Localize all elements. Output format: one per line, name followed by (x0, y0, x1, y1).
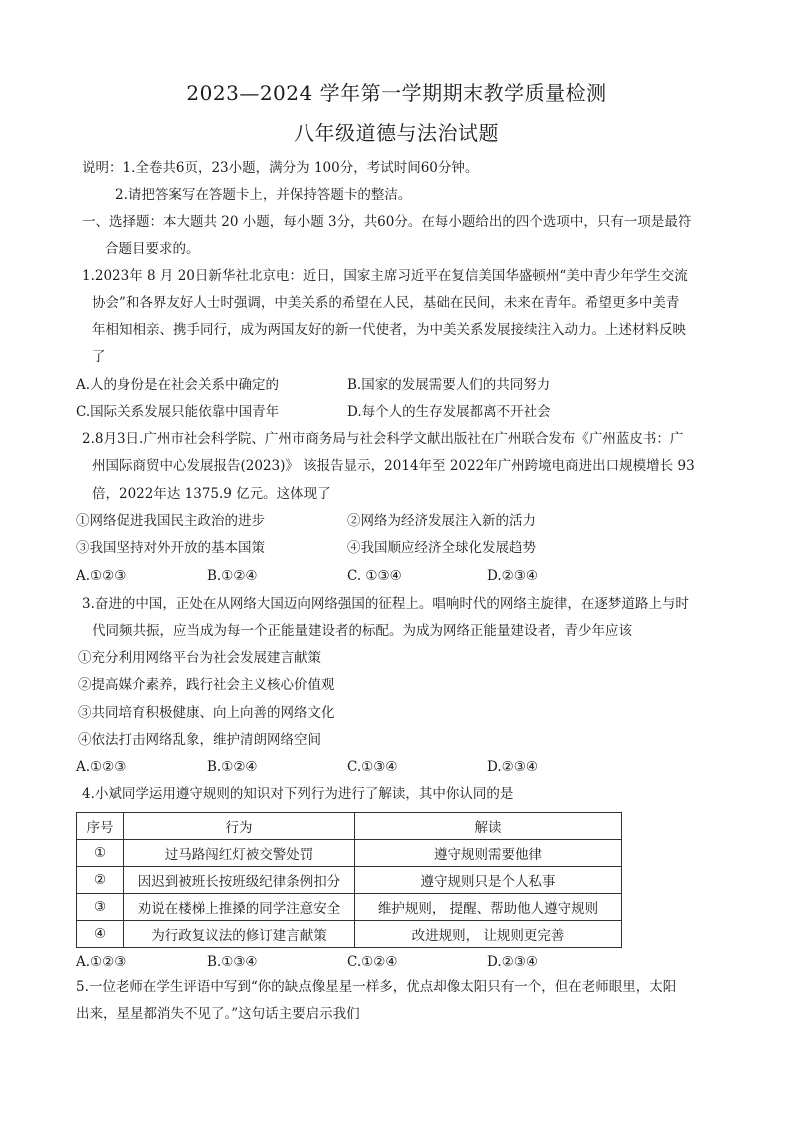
table-header-cell: 行为 (124, 813, 355, 840)
q3-item: ④依法打击网络乱象，维护清朗网络空间 (78, 732, 321, 748)
table-row (77, 840, 622, 867)
q2-option-a[interactable]: A.①②③ (76, 568, 127, 584)
table-cell: 改进规则， 让规则更完善 (355, 921, 622, 948)
q1-option-d[interactable]: D.每个人的生存发展都离不开社会 (347, 404, 551, 420)
table-cell: ④ (77, 921, 124, 948)
table-row (77, 894, 622, 921)
q4-stem-line: 4.小斌同学运用遵守规则的知识对下列行为进行了解读，其中你认同的是 (82, 786, 514, 802)
table-cell: 遵守规则需要他律 (355, 840, 622, 867)
q4-option-c[interactable]: C.①②④ (347, 954, 398, 970)
q2-item: ①网络促进我国民主政治的进步 (76, 513, 265, 529)
q2-item: ③我国坚持对外开放的基本国策 (76, 540, 265, 556)
q2-items-row (76, 511, 716, 531)
q3-stem-line: 代同频共振，应当成为每一个正能量建设者的标配。为成为网络正能量建设者，青少年应该 (92, 623, 632, 639)
q1-stem-line: 年相知相亲、携手同行，成为两国友好的新一代使者，为中美关系发展接续注入动力。上述材料反映 (92, 322, 686, 338)
table-cell: 为行政复议法的修订建言献策 (124, 921, 355, 948)
table-cell: 维护规则， 提醒、帮助他人遵守规则 (355, 894, 622, 921)
q3-option-c[interactable]: C.①③④ (347, 759, 398, 775)
q3-option-b[interactable]: B.①②④ (207, 759, 258, 775)
q2-option-d[interactable]: D.②③④ (487, 568, 538, 584)
table-cell: 劝说在楼梯上推搡的同学注意安全 (124, 894, 355, 921)
table-cell: ③ (77, 894, 124, 921)
q3-item: ①充分利用网络平台为社会发展建言献策 (78, 650, 321, 666)
q2-item: ④我国顺应经济全球化发展趋势 (347, 540, 536, 556)
table-header-row (77, 813, 622, 840)
q2-item: ②网络为经济发展注入新的活力 (347, 513, 536, 529)
q3-item: ③共同培育积极健康、向上向善的网络文化 (78, 705, 335, 721)
table-cell: 遵守规则只是个人私事 (355, 867, 622, 894)
q2-stem-line: 2.8月3日.广州市社会科学院、广州市商务局与社会科学文献出版社在广州联合发布《广州蓝皮书：广 (82, 431, 684, 447)
q1-stem-line: 1.2023年 8 月 20日新华社北京电：近日，国家主席习近平在复信美国华盛顿州“美中青少年学生交流 (82, 268, 688, 284)
q1-option-c[interactable]: C.国际关系发展只能依靠中国青年 (76, 404, 280, 420)
q3-item: ②提高媒介素养，践行社会主义核心价值观 (78, 677, 335, 693)
q1-stem-line: 了 (92, 349, 106, 365)
q3-stem-line: 3.奋进的中国，正处在从网络大国迈向网络强国的征程上。唱响时代的网络主旋律，在逐梦道路上与时 (82, 596, 689, 612)
exam-subtitle: 八年级道德与法治试题 (294, 121, 499, 145)
q3-option-d[interactable]: D.②③④ (487, 759, 538, 775)
section-heading: 一、选择题：本大题共 20 小题，每小题 3分，共60分。在每小题给出的四个选项中，只有一项是最符 (82, 214, 692, 230)
q4-option-d[interactable]: D.②③④ (487, 954, 538, 970)
table-header-cell: 序号 (77, 813, 124, 840)
q3-option-a[interactable]: A.①②③ (76, 759, 127, 775)
q4-options-row (76, 952, 716, 972)
table-cell: ② (77, 867, 124, 894)
rules-table (76, 812, 622, 948)
q2-items-row (76, 538, 716, 558)
table-cell: 过马路闯红灯被交警处罚 (124, 840, 355, 867)
table-cell: ① (77, 840, 124, 867)
q1-options-row (76, 375, 716, 395)
table-row (77, 921, 622, 948)
section-heading-cont: 合题目要求的。 (105, 241, 200, 257)
q4-option-b[interactable]: B.①③④ (207, 954, 258, 970)
instructions-line-1: 说明：1.全卷共6页，23小题，满分为 100分，考试时间60分钟。 (82, 160, 479, 176)
q5-stem-line: 5.一位老师在学生评语中写到“你的缺点像星星一样多，优点却像太阳只有一个，但在老师眼里，太阳 (76, 979, 677, 995)
q1-option-a[interactable]: A.人的身份是在社会关系中确定的 (76, 377, 280, 393)
q2-stem-line: 倍，2022年达 1375.9 亿元。这体现了 (92, 486, 331, 502)
q1-options-row (76, 402, 716, 422)
q2-stem-line: 州国际商贸中心发展报告(2023)》 该报告显示，2014年至 2022年广州跨境电商进出口规模增长 93 (92, 458, 695, 474)
table-row (77, 867, 622, 894)
q1-option-b[interactable]: B.国家的发展需要人们的共同努力 (347, 377, 551, 393)
q2-option-c[interactable]: C. ①③④ (347, 568, 402, 584)
q2-option-b[interactable]: B.①②④ (207, 568, 258, 584)
q2-options-row (76, 566, 716, 586)
instructions-line-2: 2.请把答案写在答题卡上，并保持答题卡的整洁。 (115, 187, 412, 203)
table-cell: 因迟到被班长按班级纪律条例扣分 (124, 867, 355, 894)
q5-stem-line: 出来，星星都消失不见了。”这句话主要启示我们 (76, 1006, 360, 1022)
q1-stem-line: 协会”和各界友好人士时强调，中美关系的希望在人民，基础在民间，未来在青年。希望更多中美青 (92, 295, 680, 311)
q3-options-row (76, 757, 716, 777)
table-header-cell: 解读 (355, 813, 622, 840)
q4-option-a[interactable]: A.①②③ (76, 954, 127, 970)
exam-title: 2023—2024 学年第一学期期末教学质量检测 (186, 81, 607, 105)
